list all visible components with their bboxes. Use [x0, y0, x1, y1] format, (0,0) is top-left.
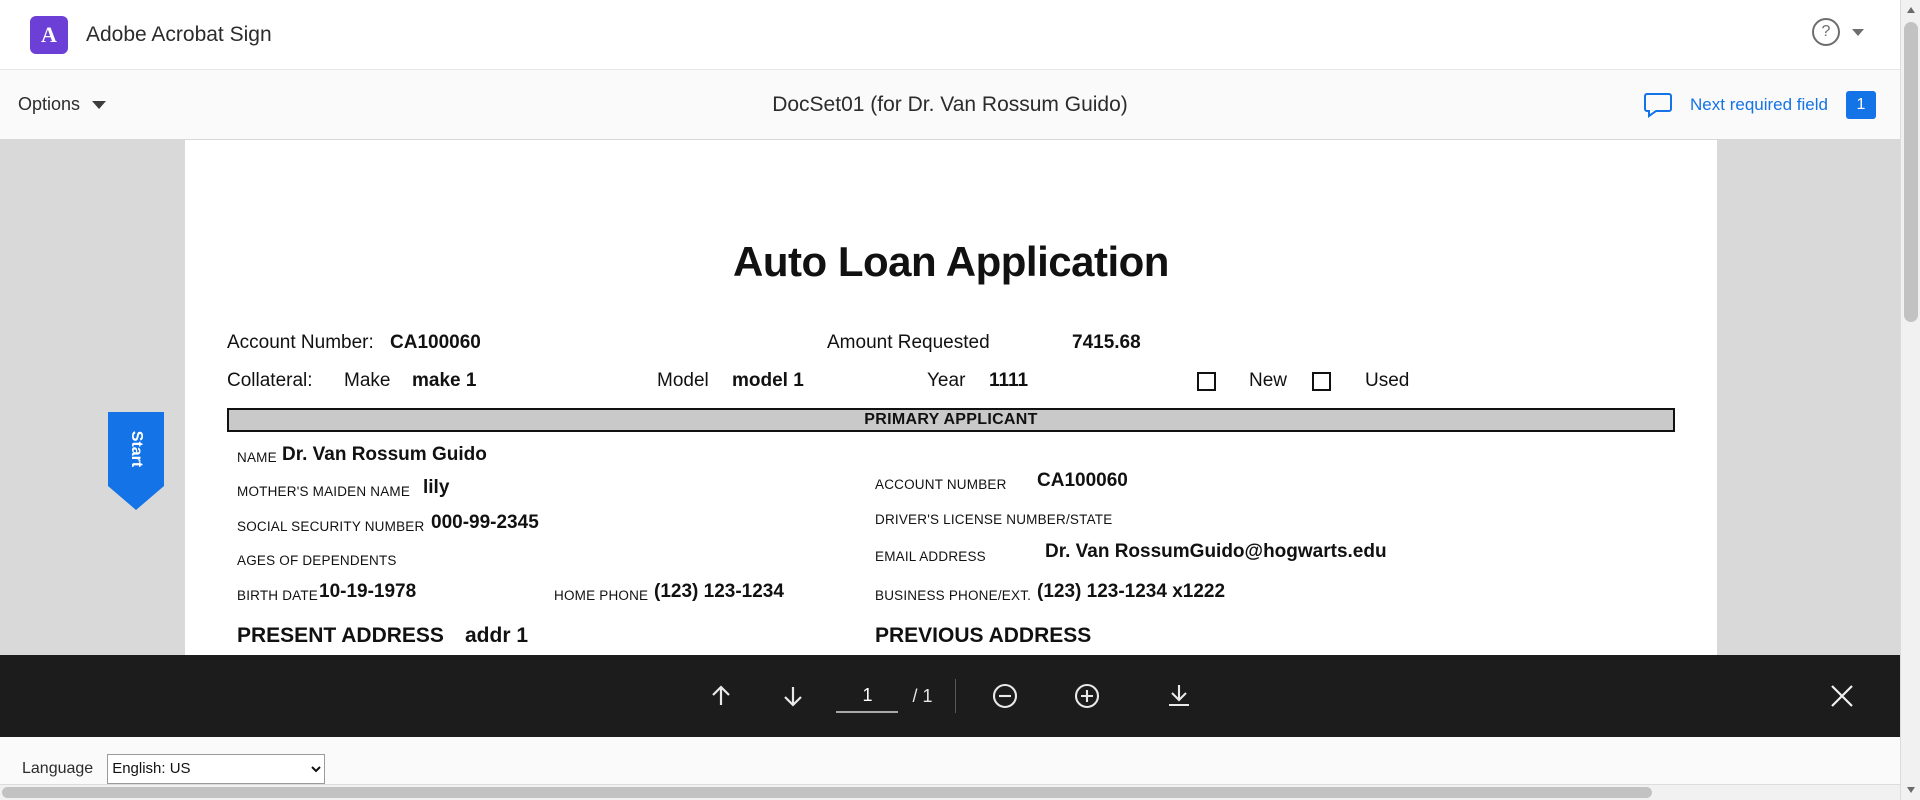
next-required-field-link[interactable]: Next required field: [1690, 94, 1828, 114]
required-field-count-badge[interactable]: 1: [1846, 91, 1876, 119]
start-field-flag[interactable]: [108, 412, 164, 510]
field-value-account-number: CA100060: [1037, 470, 1128, 491]
chevron-down-icon: [92, 101, 106, 109]
zoom-out-icon[interactable]: [978, 669, 1032, 723]
field-value-mothers-maiden-name: lily: [423, 477, 450, 498]
field-label-name: NAME: [237, 450, 277, 465]
brand-bar: [0, 0, 1900, 70]
close-icon[interactable]: [1822, 676, 1862, 716]
horizontal-scrollbar-thumb[interactable]: [2, 787, 1652, 798]
options-button[interactable]: [18, 94, 106, 115]
doc-row-account: [227, 332, 1675, 370]
make-value: make 1: [412, 370, 477, 391]
document-body: [227, 332, 1675, 647]
start-flag-label: Start: [127, 430, 145, 468]
acrobat-logo-icon: A: [30, 16, 68, 54]
vertical-scrollbar[interactable]: [1900, 0, 1920, 800]
brand-title: Adobe Acrobat Sign: [86, 22, 272, 46]
present-address-label: PRESENT ADDRESS: [237, 624, 444, 647]
page-number-input[interactable]: [836, 679, 898, 713]
amount-requested-label: Amount Requested: [827, 332, 990, 353]
model-value: model 1: [732, 370, 804, 391]
scroll-up-arrow-icon[interactable]: [1901, 0, 1920, 20]
field-label-home-phone: HOME PHONE: [554, 588, 649, 603]
help-icon[interactable]: ?: [1812, 18, 1840, 46]
page-total-label: / 1: [912, 685, 933, 706]
field-value-business-phone: (123) 123-1234 x1222: [1037, 581, 1226, 602]
help-controls: [1812, 18, 1864, 46]
field-label-birth-date: BIRTH DATE: [237, 588, 319, 603]
document-viewer[interactable]: [0, 140, 1900, 665]
make-label: Make: [344, 370, 391, 391]
page-navigation-bar: [0, 655, 1900, 737]
new-checkbox[interactable]: [1197, 372, 1216, 394]
document-heading: Auto Loan Application: [733, 238, 1169, 285]
field-value-email-address: Dr. Van RossumGuido@hogwarts.edu: [1045, 541, 1387, 562]
arrow-down-icon[interactable]: [766, 669, 820, 723]
language-label: Language: [22, 759, 94, 777]
field-label-drivers-license: DRIVER'S LICENSE NUMBER/STATE: [875, 512, 1113, 527]
used-checkbox[interactable]: [1312, 372, 1331, 394]
field-label-social-security-number: SOCIAL SECURITY NUMBER: [237, 519, 425, 534]
amount-requested-value: 7415.68: [1072, 332, 1141, 353]
field-value-name: Dr. Van Rossum Guido: [282, 444, 487, 465]
field-label-business-phone: BUSINESS PHONE/EXT.: [875, 588, 1032, 603]
document-toolbar: [0, 70, 1900, 140]
field-value-birth-date: 10-19-1978: [319, 581, 417, 602]
year-value: 1111: [989, 370, 1029, 391]
used-label: Used: [1365, 370, 1410, 391]
year-label: Year: [927, 370, 966, 391]
vertical-scrollbar-thumb[interactable]: [1904, 22, 1918, 322]
field-label-mothers-maiden-name: MOTHER'S MAIDEN NAME: [237, 484, 411, 499]
arrow-up-icon[interactable]: [694, 669, 748, 723]
field-label-account-number: ACCOUNT NUMBER: [875, 477, 1007, 492]
document-page: [185, 140, 1717, 665]
field-value-social-security-number: 000-99-2345: [431, 512, 539, 533]
doc-row-collateral: [227, 370, 1675, 404]
download-icon[interactable]: [1152, 669, 1206, 723]
scroll-down-arrow-icon[interactable]: [1901, 780, 1920, 800]
comment-bubble-icon[interactable]: [1644, 92, 1672, 118]
field-label-ages-of-dependents: AGES OF DEPENDENTS: [237, 553, 397, 568]
field-value-home-phone: (123) 123-1234: [654, 581, 784, 602]
page-title: DocSet01 (for Dr. Van Rossum Guido): [772, 92, 1128, 116]
account-number-value: CA100060: [390, 332, 481, 353]
previous-address-label: PREVIOUS ADDRESS: [875, 624, 1092, 647]
toolbar-divider: [955, 679, 956, 713]
model-label: Model: [657, 370, 709, 391]
collateral-label: Collateral:: [227, 370, 313, 391]
start-flag-tip: [108, 486, 164, 510]
language-select[interactable]: [107, 754, 325, 784]
toolbar-right-group: [1644, 91, 1876, 119]
section-header-primary-applicant: PRIMARY APPLICANT: [227, 408, 1675, 432]
options-label: Options: [18, 94, 81, 114]
account-number-label: Account Number:: [227, 332, 374, 353]
horizontal-scrollbar[interactable]: [0, 784, 1900, 800]
present-address-value: addr 1: [465, 624, 529, 647]
zoom-in-icon[interactable]: [1060, 669, 1114, 723]
primary-applicant-fields: [227, 444, 1675, 647]
chevron-down-icon[interactable]: [1852, 29, 1864, 36]
new-label: New: [1249, 370, 1288, 391]
field-label-email-address: EMAIL ADDRESS: [875, 549, 986, 564]
